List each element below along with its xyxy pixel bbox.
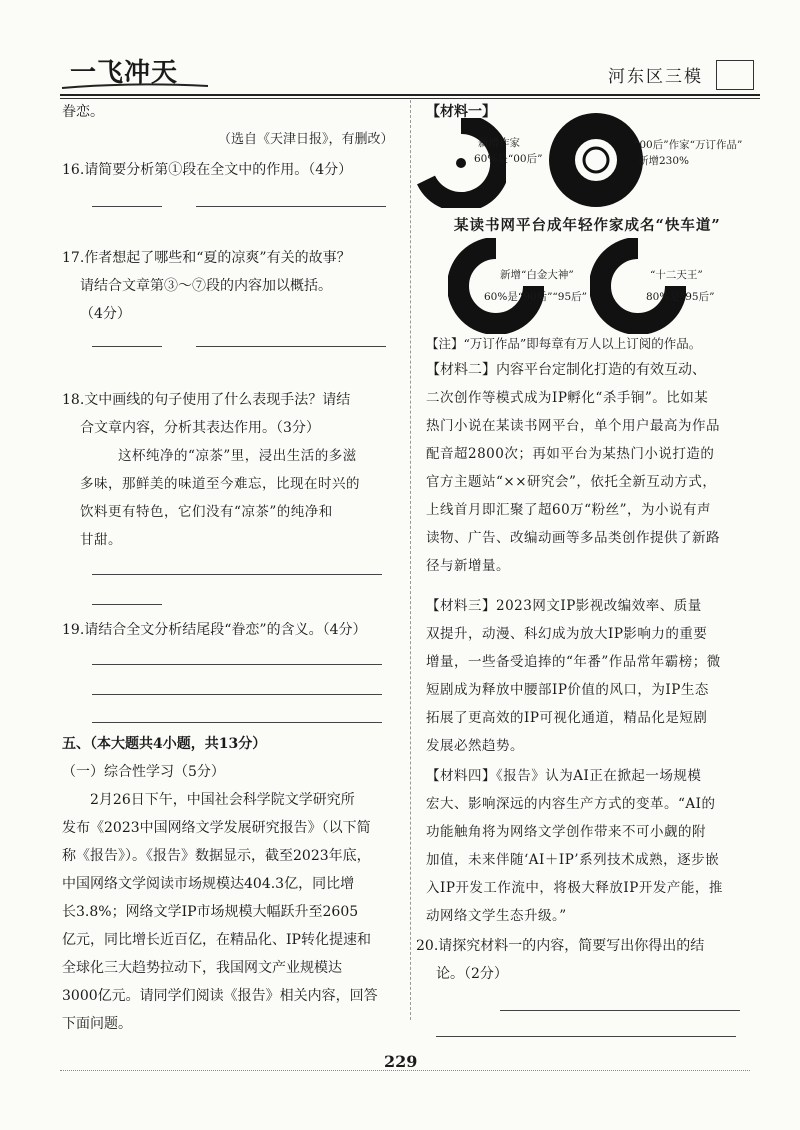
donut-label: 新增230%	[638, 155, 690, 167]
quoted-sentence: 甘甜。	[80, 532, 122, 548]
question-18: 18.文中画线的句子使用了什么表现手法？请结	[62, 392, 351, 408]
answer-line	[92, 694, 382, 695]
donut-label: “十二天王”	[650, 269, 703, 281]
material-2-line: 径与新增量。	[426, 558, 510, 574]
answer-line	[92, 722, 382, 723]
subsection-heading: （一）综合性学习（5分）	[62, 764, 225, 780]
source-note: （选自《天津日报》，有删改）	[218, 132, 394, 147]
material-4-line: 功能触角将为网络文学创作带来不可小觑的附	[426, 824, 706, 840]
answer-line	[196, 206, 386, 207]
paragraph-line: 亿元，同比增长近百亿，在精品化、IP转化提速和	[62, 932, 371, 948]
paragraph-line: 发布《2023中国网络文学发展研究报告》（以下简	[62, 820, 371, 836]
material-2-line: 热门小说在某读书网平台，单个用户最高为作品	[426, 418, 720, 434]
donut-label: “00后”作家“万订作品”	[634, 139, 743, 151]
material-1-title: 【材料一】	[426, 104, 496, 120]
question-20: 论。（2分）	[436, 966, 508, 982]
paragraph-line: 全球化三大趋势拉动下，我国网文产业规模达	[62, 960, 342, 976]
material-2-line: 二次创作等模式成为IP孵化“杀手锏”。比如某	[426, 390, 709, 406]
header-rule	[60, 94, 760, 96]
material-3-line: 短剧成为释放中腰部IP价值的风口，为IP生态	[426, 682, 709, 698]
donut-label: 60%是“00后”	[474, 153, 543, 165]
donut-label: 60%是“90后”“95后”	[484, 291, 588, 303]
donut-chart-platinum-authors	[448, 238, 544, 334]
header-rule-thin	[60, 98, 760, 99]
donut-chart-top-twelve	[590, 238, 686, 334]
paragraph-line: 中国网络文学阅读市场规模达404.3亿，同比增	[62, 876, 355, 892]
header-corner-icon	[716, 60, 754, 90]
material-4-line: 宏大、影响深远的内容生产方式的变革。“AI的	[426, 796, 716, 812]
material-3-line: 拓展了更高效的IP可视化通道，精品化是短剧	[426, 710, 708, 726]
answer-line	[92, 664, 382, 665]
material-note: 【注】“万订作品”即每章有万人以上订阅的作品。	[426, 336, 702, 351]
material-3-line: 【材料三】2023网文IP影视改编效率、质量	[426, 598, 702, 614]
material-4-line: 动网络文学生态升级。”	[426, 908, 567, 924]
material-4-line: 【材料四】《报告》认为AI正在掀起一场规模	[426, 768, 702, 784]
material-4-line: 入IP开发工作流中，将极大释放IP开发产能，推	[426, 880, 723, 896]
material-2-line: 读物、广告、改编动画等多品类创作提供了新路	[426, 530, 720, 546]
answer-line	[500, 1010, 740, 1011]
column-divider	[410, 100, 411, 1020]
infographic-caption: 某读书网平台成年轻作家成名“快车道”	[454, 217, 721, 234]
answer-line	[92, 206, 162, 207]
answer-line	[92, 574, 382, 575]
answer-line	[196, 346, 386, 347]
material-3-line: 增量，一些备受追捧的“年番”作品常年霸榜；微	[426, 654, 721, 670]
header-region-label: 河东区三模	[608, 67, 703, 87]
paragraph-line: 2月26日下午，中国社会科学院文学研究所	[90, 792, 355, 808]
question-17: 17.作者想起了哪些和“夏的凉爽”有关的故事？	[62, 250, 351, 266]
question-17: （4分）	[80, 306, 131, 322]
question-20: 20.请探究材料一的内容，简要写出你得出的结	[416, 938, 705, 954]
question-16: 16.请简要分析第①段在全文中的作用。（4分）	[62, 162, 353, 178]
quoted-sentence: 多味，那鲜美的味道至今难忘，比现在时兴的	[80, 476, 360, 492]
quoted-sentence: 这杯纯净的“凉茶”里，浸出生活的多滋	[118, 448, 357, 464]
question-19: 19.请结合全文分析结尾段“眷恋”的含义。（4分）	[62, 622, 367, 638]
material-2-line: 官方主题站“××研究会”，依托全新互动方式，	[426, 474, 717, 490]
question-17: 请结合文章第③～⑦段的内容加以概括。	[80, 278, 332, 294]
donut-label: 新增“白金大神”	[500, 269, 574, 281]
answer-line	[92, 604, 162, 605]
material-3-line: 双提升，动漫、科幻成为放大IP影响力的重要	[426, 626, 708, 642]
paragraph-line: 下面问题。	[62, 1016, 132, 1032]
section-heading: 五、（本大题共4小题，共13分）	[62, 736, 267, 752]
answer-line	[92, 346, 162, 347]
quoted-sentence: 饮料更有特色，它们没有“凉茶”的纯净和	[80, 504, 333, 520]
material-3-line: 发展必然趋势。	[426, 738, 524, 754]
material-2-line: 上线首月即汇聚了超60万“粉丝”，为小说有声	[426, 502, 711, 518]
answer-line	[436, 1036, 736, 1037]
brand-logo-text: 一飞冲天	[70, 58, 179, 88]
donut-label: 80%是“95后”	[646, 291, 715, 303]
material-4-line: 加值，未来伴随‘AI＋IP’系列技术成熟，逐步嵌	[426, 852, 720, 868]
question-18: 合文章内容，分析其表达作用。（3分）	[80, 420, 320, 436]
footer-rule	[60, 1070, 750, 1071]
paragraph-line: 长3.8%；网络文学IP市场规模大幅跃升至2605	[62, 904, 359, 920]
brand-swoosh-icon	[60, 80, 210, 92]
material-2-line: 配音超2800次；再如平台为某热门小说打造的	[426, 446, 715, 462]
paragraph-line: 3000亿元。请同学们阅读《报告》相关内容，回答	[62, 988, 378, 1004]
donut-label: 新增作家	[478, 137, 520, 149]
page-number: 229	[384, 1052, 418, 1071]
material-2-line: 【材料二】内容平台定制化打造的有效互动、	[426, 362, 706, 378]
donut-chart-top-works	[548, 112, 644, 208]
text-line: 眷恋。	[62, 104, 104, 120]
paragraph-line: 称《报告》）。《报告》数据显示，截至2023年底，	[62, 848, 371, 864]
